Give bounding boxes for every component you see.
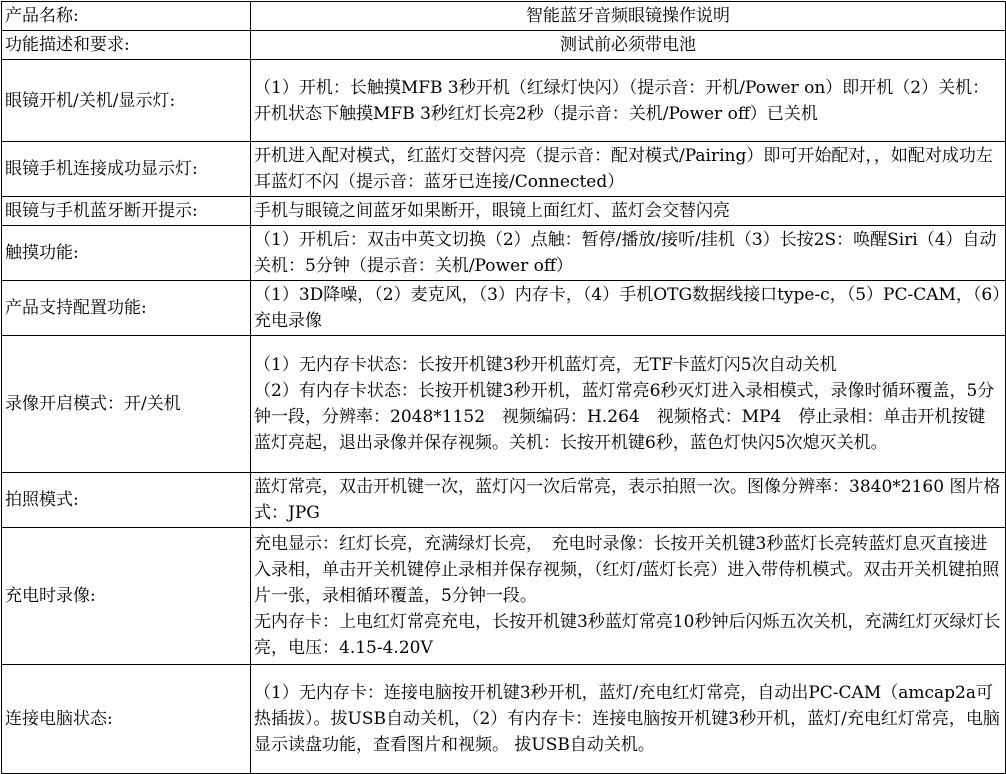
product-name-label: 产品名称: — [2, 2, 251, 31]
row-label: 产品支持配置功能: — [2, 281, 251, 336]
row-value: （1）开机：长触摸MFB 3秒开机（红绿灯快闪）（提示音：开机/Power on）即开机（2）关机：开机状态下触摸MFB 3秒红灯长亮2秒（提示音：关机/Power off）已关机 — [251, 60, 1006, 142]
table-row-product-name — [2, 2, 1006, 31]
table-row-requirements — [2, 31, 1006, 60]
row-value: （1）无内存卡：连接电脑按开机键3秒开机，蓝灯/充电红灯常亮，自动出PC-CAM（amcap2a可热插拔）。拔USB自动关机，（2）有内存卡：连接电脑按开机键3秒开机，蓝灯/充电红灯常亮，电脑显示读盘功能，查看图片和视频。 拔USB自动关机。 — [251, 665, 1006, 774]
row-value: 手机与眼镜之间蓝牙如果断开，眼镜上面红灯、蓝灯会交替闪亮 — [251, 197, 1006, 226]
table-row-power — [2, 60, 1006, 142]
row-paragraph: （2）有内存卡状态：长按开机键3秒开机，蓝灯常亮6秒灭灯进入录相模式，录像时循环覆盖，5分钟一段，分辨率：2048*1152 视频编码：H.264 视频格式：MP4 停止录相：单击开机按键蓝灯亮起，退出录像并保存视频。关机：长按开机键6秒，蓝色灯快闪5次熄灭关机。 — [254, 381, 995, 453]
row-label: 眼镜开机/关机/显示灯: — [2, 60, 251, 142]
row-label: 录像开启模式：开/关机 — [2, 336, 251, 473]
instruction-table — [1, 1, 1006, 774]
row-value: 蓝灯常亮，双击开机键一次，蓝灯闪一次后常亮，表示拍照一次。图像分辨率：3840*2160 图片格式：JPG — [251, 473, 1006, 528]
row-value — [251, 336, 1006, 473]
row-paragraph: 充电显示：红灯长亮，充满绿灯长亮， 充电时录像：长按开关机键3秒蓝灯长亮转蓝灯息灭直接进入录相，单击开关机键停止录相并保存视频，（红灯/蓝灯长亮）进入带侍机模式。双击开关机键拍照片一张，录相循环覆盖，5分钟一段。 — [254, 534, 1000, 606]
row-label: 眼镜与手机蓝牙断开提示: — [2, 197, 251, 226]
row-label: 眼镜手机连接成功显示灯: — [2, 142, 251, 197]
table-row-features — [2, 281, 1006, 336]
product-name-value: 智能蓝牙音频眼镜操作说明 — [251, 2, 1006, 31]
row-paragraph: （1）无内存卡状态：长按开机键3秒开机蓝灯亮，无TF卡蓝灯闪5次自动关机 — [254, 355, 837, 375]
table-row-charging — [2, 528, 1006, 665]
table-row-photo — [2, 473, 1006, 528]
row-paragraph: 无内存卡：上电红灯常亮充电，长按开机键3秒蓝灯常亮10秒钟后闪烁五次关机，充满红灯灭绿灯长亮，电压：4.15-4.20V — [254, 612, 1001, 658]
table-row-pc — [2, 665, 1006, 774]
row-value: （1）3D降噪，（2）麦克风，（3）内存卡，（4）手机OTG数据线接口type-c，（5）PC-CAM，（6）充电录像 — [251, 281, 1006, 336]
row-label: 连接电脑状态: — [2, 665, 251, 774]
table-row-disconnect — [2, 197, 1006, 226]
row-label: 触摸功能: — [2, 226, 251, 281]
table-row-recording — [2, 336, 1006, 473]
row-value: 开机进入配对模式，红蓝灯交替闪亮（提示音：配对模式/Pairing）即可开始配对，，如配对成功左耳蓝灯不闪（提示音：蓝牙已连接/Connected） — [251, 142, 1006, 197]
table-row-connection — [2, 142, 1006, 197]
requirements-value: 测试前必须带电池 — [251, 31, 1006, 60]
table-row-touch — [2, 226, 1006, 281]
row-label: 充电时录像: — [2, 528, 251, 665]
row-value: （1）开机后：双击中英文切换（2）点触：暂停/播放/接听/挂机（3）长按2S：唤醒Siri（4）自动关机：5分钟（提示音：关机/Power off） — [251, 226, 1006, 281]
requirements-label: 功能描述和要求: — [2, 31, 251, 60]
row-label: 拍照模式: — [2, 473, 251, 528]
row-value — [251, 528, 1006, 665]
